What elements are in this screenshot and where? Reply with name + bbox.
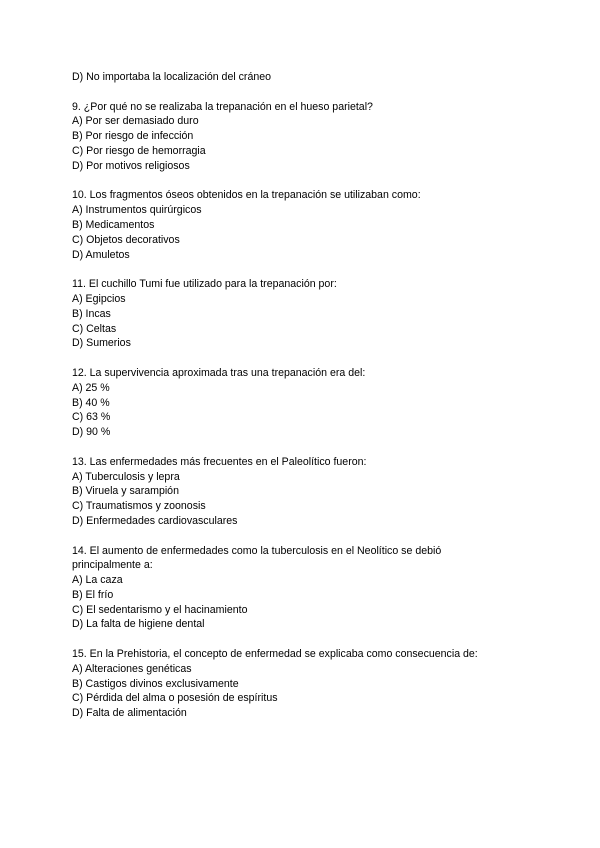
answer-option-b: B) Medicamentos <box>72 218 155 231</box>
answer-option-c: C) 63 % <box>72 411 111 424</box>
answer-option-d: D) Sumerios <box>72 337 131 350</box>
answer-option-c: C) El sedentarismo y el hacinamiento <box>72 603 248 616</box>
answer-option-c: C) Por riesgo de hemorragia <box>72 144 206 157</box>
answer-option-b: B) Por riesgo de infección <box>72 130 194 143</box>
answer-option-c: C) Traumatismos y zoonosis <box>72 500 206 513</box>
answer-option-d: D) 90 % <box>72 426 111 439</box>
answer-option-c: C) Objetos decorativos <box>72 233 180 246</box>
answer-option-c: C) Pérdida del alma o posesión de espíritus <box>72 692 278 705</box>
answer-option-d: D) La falta de higiene dental <box>72 618 205 631</box>
answer-option-b: B) 40 % <box>72 396 110 409</box>
question-text: 10. Los fragmentos óseos obtenidos en la trepanación se utilizaban como: <box>72 189 421 202</box>
question-11 <box>72 277 542 351</box>
leading-option: D) No importaba la localización del cráneo <box>72 71 272 83</box>
answer-option-d: D) Enfermedades cardiovasculares <box>72 514 238 527</box>
answer-options <box>72 381 542 440</box>
answer-option-b: B) El frío <box>72 588 114 601</box>
answer-options <box>72 662 542 721</box>
answer-option-a: A) Tuberculosis y lepra <box>72 470 180 483</box>
answer-option-b: B) Viruela y sarampión <box>72 485 179 498</box>
answer-option-a: A) Alteraciones genéticas <box>72 662 192 675</box>
question-text: 9. ¿Por qué no se realizaba la trepanación en el hueso parietal? <box>72 100 373 113</box>
question-12 <box>72 366 542 440</box>
answer-option-a: A) 25 % <box>72 381 110 394</box>
answer-option-c: C) Celtas <box>72 322 117 335</box>
document-page <box>72 70 542 721</box>
question-14 <box>72 544 542 633</box>
question-9 <box>72 100 542 174</box>
answer-option-d: D) Falta de alimentación <box>72 707 187 720</box>
answer-option-a: A) La caza <box>72 574 123 587</box>
answer-option-d: D) Amuletos <box>72 248 130 261</box>
question-text: 11. El cuchillo Tumi fue utilizado para la trepanación por: <box>72 278 337 291</box>
answer-option-a: A) Instrumentos quirúrgicos <box>72 204 202 217</box>
answer-option-b: B) Incas <box>72 307 111 320</box>
question-10 <box>72 188 542 262</box>
question-13 <box>72 455 542 529</box>
question-text-line-2: principalmente a: <box>72 559 153 572</box>
question-text-line-1: 14. El aumento de enfermedades como la tuberculosis en el Neolítico se debió <box>72 544 442 557</box>
answer-options <box>72 114 542 173</box>
question-text: 13. Las enfermedades más frecuentes en el Paleolítico fueron: <box>72 455 367 468</box>
question-text: 15. En la Prehistoria, el concepto de enfermedad se explicaba como consecuencia de: <box>72 648 478 661</box>
question-text: 12. La supervivencia aproximada tras una trepanación era del: <box>72 366 366 379</box>
answer-options <box>72 470 542 529</box>
answer-options <box>72 573 542 632</box>
answer-options <box>72 203 542 262</box>
answer-option-a: A) Egipcios <box>72 292 126 305</box>
answer-option-d: D) Por motivos religiosos <box>72 159 190 172</box>
answer-option-b: B) Castigos divinos exclusivamente <box>72 677 239 690</box>
answer-option-a: A) Por ser demasiado duro <box>72 115 199 128</box>
question-15 <box>72 647 542 721</box>
answer-options <box>72 292 542 351</box>
